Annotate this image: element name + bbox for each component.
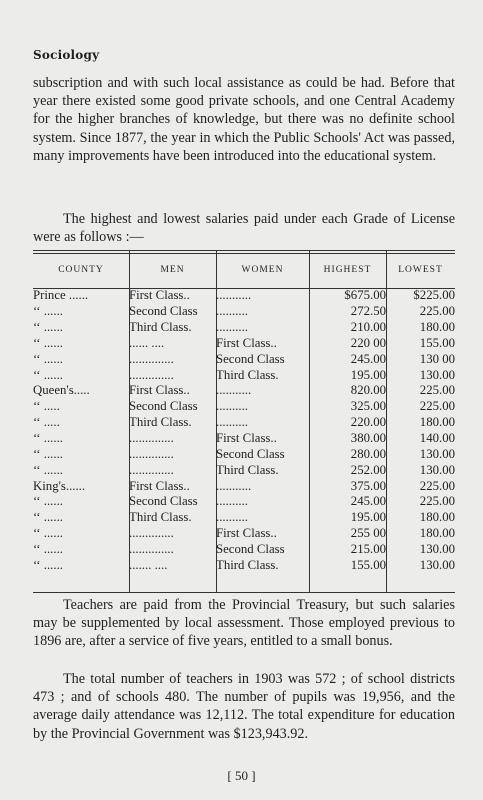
men-cell: Second Class xyxy=(129,494,198,509)
lowest-cell: 225.00 xyxy=(419,304,455,319)
lowest-cell: 180.00 xyxy=(419,526,455,541)
county-cell: ‘‘ ...... xyxy=(33,462,63,477)
highest-cell: 252.00 xyxy=(350,462,386,477)
table-row xyxy=(33,478,455,494)
lowest-cell: 130.00 xyxy=(419,367,455,382)
men-cell: Third Class. xyxy=(129,320,192,335)
table-bottom-rule xyxy=(33,592,455,593)
highest-cell: 210.00 xyxy=(350,320,386,335)
table-lead-paragraph: The highest and lowest salaries paid under each Grade of License were as follows :— xyxy=(33,211,455,246)
table-row xyxy=(33,367,455,383)
table-row xyxy=(33,510,455,526)
women-cell: ........... xyxy=(216,288,252,303)
highest-cell: 255 00 xyxy=(350,526,386,541)
men-cell: ....... .... xyxy=(129,557,168,572)
men-cell: First Class.. xyxy=(129,383,190,398)
men-cell: First Class.. xyxy=(129,478,190,493)
column-header-highest: HIGHEST xyxy=(323,265,372,275)
totals-paragraph: The total number of teachers in 1903 was 572 ; of school districts 473 ; and of schools 480. The number of pupils was 19,956, and the average daily attendance was 12,112. The total expenditure for education by the Provincial Government was $123,943.92. xyxy=(33,671,455,742)
table-top-rule xyxy=(33,250,455,251)
lowest-cell: 225.00 xyxy=(419,478,455,493)
women-cell: First Class.. xyxy=(216,526,277,541)
county-cell: Queen's..... xyxy=(33,383,90,398)
table-row xyxy=(33,446,455,462)
men-cell: .............. xyxy=(129,541,174,556)
lowest-cell: 130.00 xyxy=(419,557,455,572)
table-row xyxy=(33,494,455,510)
women-cell: ........... xyxy=(216,383,252,398)
women-cell: .......... xyxy=(216,320,248,335)
lowest-cell: $225.00 xyxy=(413,288,455,303)
table-row xyxy=(33,351,455,367)
county-cell: ‘‘ ...... xyxy=(33,510,63,525)
men-cell: .............. xyxy=(129,431,174,446)
table-row xyxy=(33,336,455,352)
lowest-cell: 130.00 xyxy=(419,446,455,461)
column-header-women: WOMEN xyxy=(241,265,284,275)
women-cell: .......... xyxy=(216,494,248,509)
county-cell: Prince ...... xyxy=(33,288,89,303)
women-cell: First Class.. xyxy=(216,335,277,350)
salary-table xyxy=(33,252,455,573)
table-row xyxy=(33,320,455,336)
county-cell: ‘‘ ...... xyxy=(33,320,63,335)
county-cell: ‘‘ ...... xyxy=(33,446,63,461)
running-head: Sociology xyxy=(33,48,100,62)
column-header-lowest: LOWEST xyxy=(398,265,443,275)
highest-cell: 245.00 xyxy=(350,494,386,509)
lowest-cell: 180.00 xyxy=(419,510,455,525)
table-row xyxy=(33,383,455,399)
highest-cell: 195.00 xyxy=(350,367,386,382)
lowest-cell: 140.00 xyxy=(419,431,455,446)
table-row xyxy=(33,399,455,415)
table-header-row xyxy=(33,252,455,288)
highest-cell: 245.00 xyxy=(350,351,386,366)
highest-cell: $675.00 xyxy=(344,288,386,303)
women-cell: Second Class xyxy=(216,351,285,366)
table-row xyxy=(33,557,455,573)
county-cell: ‘‘ ...... xyxy=(33,367,63,382)
men-cell: .............. xyxy=(129,367,174,382)
county-cell: ‘‘ ..... xyxy=(33,415,60,430)
county-cell: ‘‘ ...... xyxy=(33,304,63,319)
highest-cell: 195.00 xyxy=(350,510,386,525)
lowest-cell: 130.00 xyxy=(419,541,455,556)
county-cell: ‘‘ ...... xyxy=(33,335,63,350)
men-cell: .............. xyxy=(129,446,174,461)
county-cell: ‘‘ ...... xyxy=(33,557,63,572)
women-cell: .......... xyxy=(216,399,248,414)
women-cell: ........... xyxy=(216,478,252,493)
men-cell: Third Class. xyxy=(129,415,192,430)
women-cell: Third Class. xyxy=(216,557,279,572)
table-body xyxy=(33,288,455,573)
men-cell: .............. xyxy=(129,462,174,477)
women-cell: Third Class. xyxy=(216,462,279,477)
highest-cell: 280.00 xyxy=(350,446,386,461)
men-cell: Third Class. xyxy=(129,510,192,525)
women-cell: Second Class xyxy=(216,446,285,461)
column-header-county: COUNTY xyxy=(58,265,104,275)
county-cell: ‘‘ ...... xyxy=(33,526,63,541)
county-cell: ‘‘ ...... xyxy=(33,541,63,556)
men-cell: Second Class xyxy=(129,304,198,319)
women-cell: .......... xyxy=(216,304,248,319)
men-cell: First Class.. xyxy=(129,288,190,303)
highest-cell: 220 00 xyxy=(350,335,386,350)
lowest-cell: 225.00 xyxy=(419,494,455,509)
county-cell: King's...... xyxy=(33,478,86,493)
men-cell: .............. xyxy=(129,526,174,541)
highest-cell: 215.00 xyxy=(350,541,386,556)
men-cell: .............. xyxy=(129,351,174,366)
column-header-men: MEN xyxy=(160,265,185,275)
women-cell: First Class.. xyxy=(216,431,277,446)
table-row xyxy=(33,462,455,478)
highest-cell: 380.00 xyxy=(350,431,386,446)
women-cell: Third Class. xyxy=(216,367,279,382)
table-row xyxy=(33,526,455,542)
women-cell: Second Class xyxy=(216,541,285,556)
lowest-cell: 130 00 xyxy=(419,351,455,366)
table-row xyxy=(33,542,455,558)
table-row xyxy=(33,304,455,320)
highest-cell: 820.00 xyxy=(350,383,386,398)
intro-paragraph: subscription and with such local assistance as could be had. Before that year there existed some good private schools, and one Central Academy for the higher branches of knowledge, but there was no definite school system. Since 1877, the year in which the Public Schools' Act was passed, many improvements have been introduced into the educational system. xyxy=(33,75,455,164)
county-cell: ‘‘ ...... xyxy=(33,494,63,509)
table-row xyxy=(33,431,455,447)
table-row xyxy=(33,415,455,431)
women-cell: .......... xyxy=(216,415,248,430)
teachers-paragraph: Teachers are paid from the Provincial Treasury, but such salaries may be supplemented by local assessment. Those employed previous to 1896 are, after a service of five years, entitled to a small bonus. xyxy=(33,597,455,650)
page-number: [ 50 ] xyxy=(227,768,256,783)
lowest-cell: 130.00 xyxy=(419,462,455,477)
highest-cell: 272.50 xyxy=(350,304,386,319)
women-cell: .......... xyxy=(216,510,248,525)
lowest-cell: 180.00 xyxy=(419,415,455,430)
highest-cell: 375.00 xyxy=(350,478,386,493)
lowest-cell: 155.00 xyxy=(419,335,455,350)
highest-cell: 155.00 xyxy=(350,557,386,572)
men-cell: ...... .... xyxy=(129,335,165,350)
county-cell: ‘‘ ..... xyxy=(33,399,60,414)
table-row xyxy=(33,288,455,304)
lowest-cell: 225.00 xyxy=(419,399,455,414)
county-cell: ‘‘ ...... xyxy=(33,351,63,366)
highest-cell: 325.00 xyxy=(350,399,386,414)
county-cell: ‘‘ ...... xyxy=(33,431,63,446)
men-cell: Second Class xyxy=(129,399,198,414)
lowest-cell: 180.00 xyxy=(419,320,455,335)
highest-cell: 220.00 xyxy=(350,415,386,430)
lowest-cell: 225.00 xyxy=(419,383,455,398)
